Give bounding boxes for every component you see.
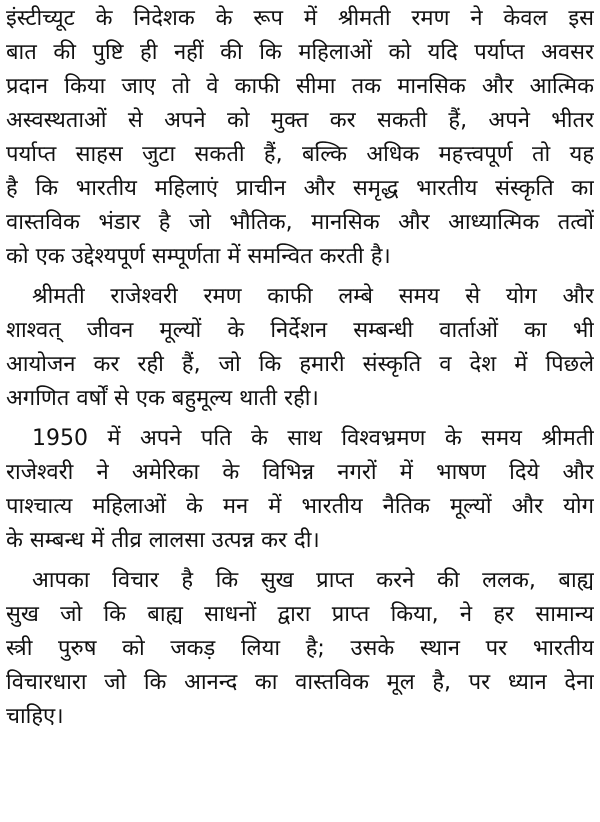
paragraph-line: स्त्री पुरुष को जकड़ लिया है; उसके स्थान पर भारतीय (6, 636, 594, 661)
paragraph-line: पाश्चात्य महिलाओं के मन में भारतीय नैतिक मूल्यों और योग (6, 494, 594, 519)
paragraph-1 (6, 2, 594, 274)
paragraph-line: 1950 में अपने पति के साथ विश्वभ्रमण के समय श्रीमती (32, 426, 594, 451)
paragraph-line: प्रदान किया जाए तो वे काफी सीमा तक मानसिक और आत्मिक (6, 74, 594, 99)
paragraph-line: पर्याप्त साहस जुटा सकती हैं, बल्कि अधिक महत्त्वपूर्ण तो यह (6, 142, 594, 167)
paragraph-line: वास्तविक भंडार है जो भौतिक, मानसिक और आध्यात्मिक तत्वों (6, 210, 594, 235)
paragraph-line: शाश्वत् जीवन मूल्यों के निर्देशन सम्बन्धी वार्ताओं का भी (6, 318, 594, 343)
paragraph-line: सुख जो कि बाह्य साधनों द्वारा प्राप्त किया, ने हर सामान्य (6, 602, 594, 627)
paragraph-line: आपका विचार है कि सुख प्राप्त करने की ललक, बाह्य (32, 568, 594, 593)
paragraph-line: राजेश्वरी ने अमेरिका के विभिन्न नगरों में भाषण दिये और (6, 460, 594, 485)
paragraph-3 (6, 422, 594, 558)
paragraph-4 (6, 564, 594, 734)
paragraph-line: आयोजन कर रही हैं, जो कि हमारी संस्कृति व देश में पिछले (6, 352, 594, 377)
paragraph-line: अगणित वर्षों से एक बहुमूल्य थाती रही। (6, 386, 319, 411)
paragraph-line: विचारधारा जो कि आनन्द का वास्तविक मूल है, पर ध्यान देना (6, 670, 594, 695)
paragraph-line: को एक उद्देश्यपूर्ण सम्पूर्णता में समन्वित करती है। (6, 244, 391, 269)
paragraph-line: बात की पुष्टि ही नहीं की कि महिलाओं को यदि पर्याप्त अवसर (6, 40, 594, 65)
paragraph-line: चाहिए। (6, 704, 64, 729)
paragraph-line: श्रीमती राजेश्वरी रमण काफी लम्बे समय से योग और (32, 284, 594, 309)
paragraph-line: के सम्बन्ध में तीव्र लालसा उत्पन्न कर दी। (6, 528, 320, 553)
paragraph-line: है कि भारतीय महिलाएं प्राचीन और समृद्ध भारतीय संस्कृति का (6, 176, 594, 201)
paragraph-line: इंस्टीच्यूट के निदेशक के रूप में श्रीमती रमण ने केवल इस (6, 6, 594, 31)
paragraph-line: अस्वस्थताओं से अपने को मुक्त कर सकती हैं, अपने भीतर (6, 108, 594, 133)
paragraph-2 (6, 280, 594, 416)
